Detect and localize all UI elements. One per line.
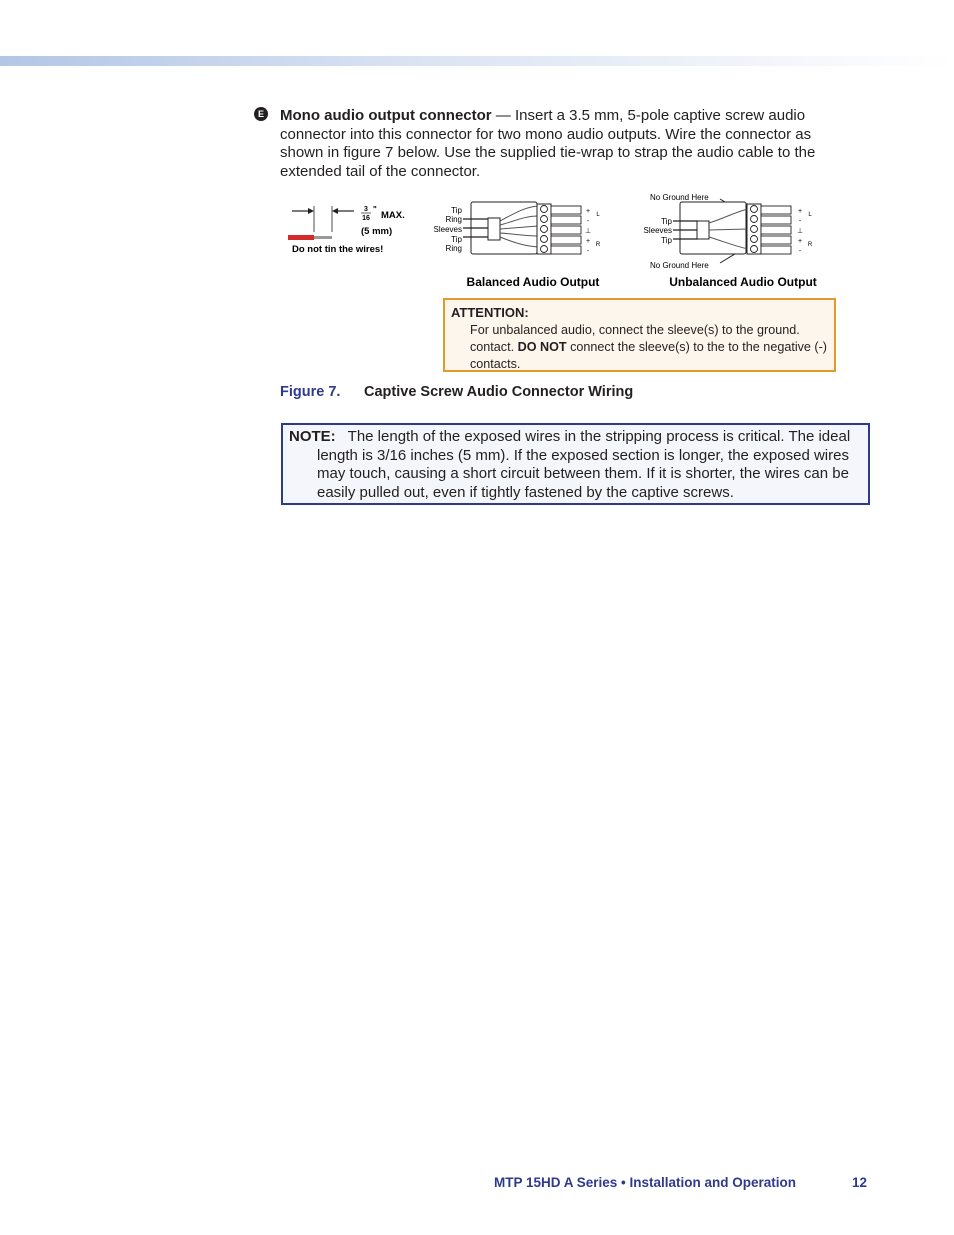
attention-bold: DO NOT bbox=[517, 339, 567, 354]
unbalanced-label-tip-2: Tip bbox=[661, 236, 672, 245]
unbalanced-pin-1: + bbox=[797, 208, 803, 215]
balanced-label-tip-2: Tip bbox=[451, 235, 462, 244]
unbalanced-label-sleeves: Sleeves bbox=[643, 226, 672, 235]
figure-title: Captive Screw Audio Connector Wiring bbox=[364, 384, 634, 400]
attention-text-1: For unbalanced audio, connect the sleeve(s) to the ground. contact. bbox=[470, 323, 800, 354]
unbalanced-caption: Unbalanced Audio Output bbox=[669, 275, 817, 289]
footer-page-number: 12 bbox=[852, 1175, 868, 1190]
balanced-label-ring-1: Ring bbox=[445, 215, 462, 224]
balanced-pin-5: - bbox=[586, 248, 590, 255]
balanced-channel-l: L bbox=[596, 212, 600, 218]
no-tin-warning: Do not tin the wires! bbox=[292, 244, 384, 255]
inch-mark: " bbox=[373, 205, 377, 214]
unbalanced-pin-5: - bbox=[798, 248, 802, 255]
fraction-numerator: 3 bbox=[364, 206, 368, 213]
note-text bbox=[289, 428, 859, 502]
item-paragraph bbox=[280, 107, 832, 181]
item-text: — Insert a 3.5 mm, 5-pole captive screw audio connector into this connector for two mono audio outputs. Wire the connector as shown in figure 7 below. Use the supplied tie-wrap to strap the audio cable to the extended tail of the connector. bbox=[280, 107, 816, 180]
unbalanced-pin-4: + bbox=[797, 238, 803, 245]
note-continuation: length is 3/16 inches (5 mm). If the exposed section is longer, the exposed wires may touch, causing a short circuit between them. If it is shorter, the wires can be easily pulled out, even if tightly fastened by the captive screws. bbox=[317, 446, 849, 501]
strip-guide bbox=[288, 205, 405, 255]
attention-text-2: connect the sleeve(s) to the to the negative (-) contacts. bbox=[470, 339, 828, 371]
item-badge-icon: E bbox=[254, 107, 268, 121]
balanced-caption: Balanced Audio Output bbox=[466, 275, 600, 289]
attention-text bbox=[470, 322, 830, 372]
balanced-pin-1: + bbox=[585, 208, 591, 215]
mm-label: (5 mm) bbox=[361, 226, 393, 237]
attention-box bbox=[443, 298, 836, 372]
balanced-label-ring-2: Ring bbox=[445, 244, 462, 253]
item-title: Mono audio output connector bbox=[280, 107, 492, 124]
wire-insulation bbox=[288, 235, 314, 240]
unbalanced-connector bbox=[644, 193, 817, 289]
unbalanced-channel-l: L bbox=[808, 212, 812, 218]
no-ground-bottom-label: No Ground Here bbox=[650, 261, 709, 270]
footer-doc-title: MTP 15HD A Series • Installation and Operation bbox=[494, 1175, 797, 1190]
balanced-pin-4: + bbox=[585, 238, 591, 245]
note-line-1: The length of the exposed wires in the stripping process is critical. The ideal bbox=[347, 428, 851, 445]
fraction-denominator: 16 bbox=[362, 215, 370, 222]
unbalanced-pin-2: - bbox=[798, 218, 802, 225]
note-box bbox=[281, 423, 870, 505]
figure-number: Figure 7. bbox=[280, 384, 341, 400]
balanced-pin-2: - bbox=[586, 218, 590, 225]
figure-caption bbox=[280, 384, 633, 400]
unbalanced-label-tip-1: Tip bbox=[661, 217, 672, 226]
unbalanced-channel-r: R bbox=[807, 242, 813, 248]
unbalanced-pin-3: ⊥ bbox=[796, 228, 804, 235]
balanced-label-sleeves: Sleeves bbox=[433, 225, 462, 234]
balanced-channel-r: R bbox=[595, 242, 601, 248]
balanced-connector bbox=[434, 202, 601, 289]
max-label: MAX. bbox=[381, 210, 405, 221]
header-gradient-bar bbox=[0, 56, 954, 66]
no-ground-top-label: No Ground Here bbox=[650, 193, 709, 202]
note-label: NOTE: bbox=[289, 428, 336, 445]
attention-title: ATTENTION: bbox=[451, 305, 529, 320]
balanced-label-tip-1: Tip bbox=[451, 206, 462, 215]
balanced-pin-3: ⊥ bbox=[584, 228, 592, 235]
